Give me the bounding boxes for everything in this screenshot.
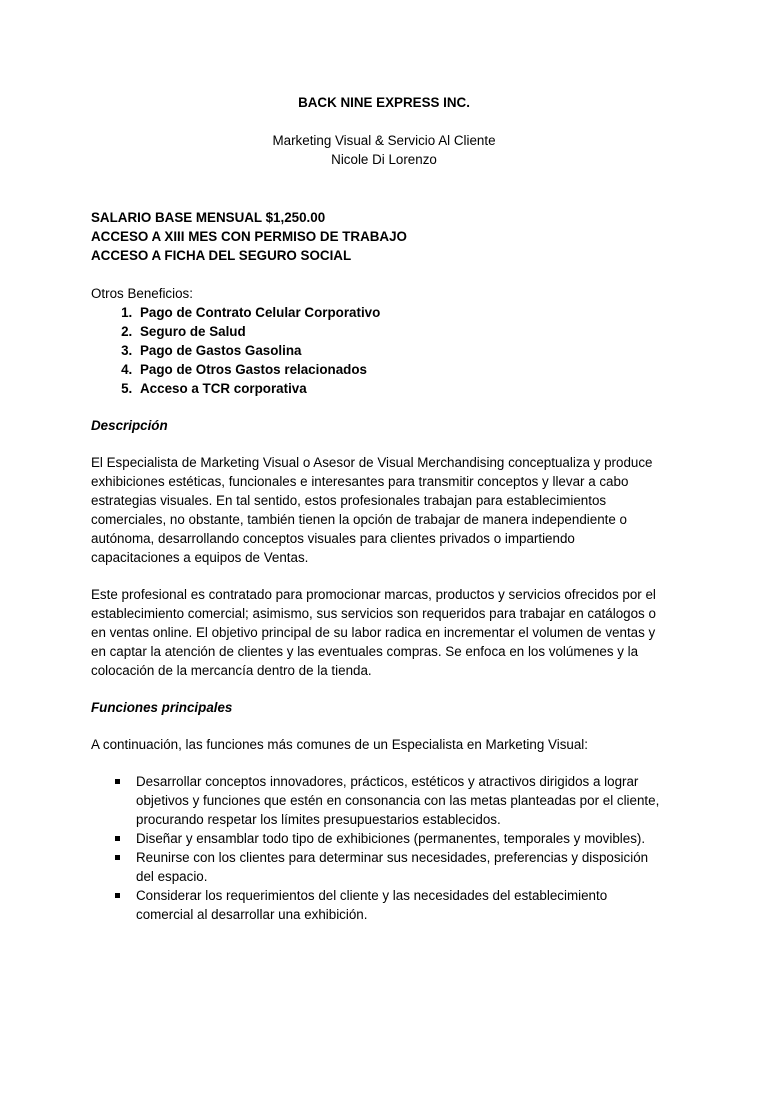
square-bullet-icon <box>115 893 120 898</box>
benefit-item: 1. Pago de Contrato Celular Corporativo <box>136 303 677 322</box>
function-item <box>136 848 677 886</box>
text-line: comercial al desarrollar una exhibición. <box>136 907 368 922</box>
text-line: Este profesional es contratado para promocionar marcas, productos y servicios ofrecidos por el <box>91 587 656 602</box>
compensation-block <box>91 208 677 265</box>
text-line: en ventas online. El objetivo principal de su labor radica en incrementar el volumen de ventas y <box>91 625 656 640</box>
text-line: Desarrollar conceptos innovadores, prácticos, estéticos y atractivos dirigidos a lograr <box>136 774 639 789</box>
text-line: autónoma, desarrollando conceptos visuales para clientes privados o impartiendo <box>91 531 575 546</box>
function-item <box>136 886 677 924</box>
benefits-label: Otros Beneficios: <box>91 286 193 301</box>
header-subtitle <box>91 131 677 169</box>
text-line: establecimiento comercial; asimismo, sus servicios son requeridos para trabajar en catálogos o <box>91 606 656 621</box>
document-page <box>0 93 768 1117</box>
functions-list <box>91 772 677 924</box>
text-line: en captar la atención de clientes y las eventuales compras. Se enfoca en los volúmenes y la <box>91 644 639 659</box>
text-line: exhibiciones estéticas, funcionales e interesantes para transmitir conceptos y llevar a cabo <box>91 474 629 489</box>
salary-line: SALARIO BASE MENSUAL $1,250.00 <box>91 210 326 225</box>
text-line: El Especialista de Marketing Visual o Asesor de Visual Merchandising conceptualiza y produce <box>91 455 653 470</box>
benefit-item: 4. Pago de Otros Gastos relacionados <box>136 360 677 379</box>
person-name: Nicole Di Lorenzo <box>331 152 437 167</box>
text-line: colocación de la mercancía dentro de la tienda. <box>91 663 372 678</box>
text-line: procurando respetar los límites presupuestarios establecidos. <box>136 812 501 827</box>
functions-intro: A continuación, las funciones más comunes de un Especialista en Marketing Visual: <box>91 737 588 752</box>
function-item <box>136 772 677 829</box>
text-line: capacitaciones a equipos de Ventas. <box>91 550 309 565</box>
benefit-item: 2. Seguro de Salud <box>136 322 677 341</box>
company-title: BACK NINE EXPRESS INC. <box>298 95 470 110</box>
benefit-item: 3. Pago de Gastos Gasolina <box>136 341 677 360</box>
square-bullet-icon <box>115 855 120 860</box>
xiii-line: ACCESO A XIII MES CON PERMISO DE TRABAJO <box>91 229 407 244</box>
text-line: del espacio. <box>136 869 208 884</box>
square-bullet-icon <box>115 779 120 784</box>
description-paragraph-2 <box>91 585 677 680</box>
text-line: Reunirse con los clientes para determinar sus necesidades, preferencias y disposición <box>136 850 649 865</box>
benefits-list <box>91 303 677 398</box>
text-line: comerciales, no obstante, también tienen la opción de trabajar de manera independiente o <box>91 512 627 527</box>
function-item <box>136 829 677 848</box>
square-bullet-icon <box>115 836 120 841</box>
text-line: Diseñar y ensamblar todo tipo de exhibiciones (permanentes, temporales y movibles). <box>136 831 646 846</box>
position-title: Marketing Visual & Servicio Al Cliente <box>272 133 496 148</box>
description-paragraph-1 <box>91 453 677 567</box>
description-heading: Descripción <box>91 418 168 433</box>
text-line: Considerar los requerimientos del cliente y las necesidades del establecimiento <box>136 888 608 903</box>
text-line: estrategias visuales. En tal sentido, estos profesionales trabajan para establecimientos <box>91 493 607 508</box>
text-line: objetivos y funciones que estén en consonancia con las metas planteadas por el cliente, <box>136 793 660 808</box>
functions-heading: Funciones principales <box>91 700 233 715</box>
social-security-line: ACCESO A FICHA DEL SEGURO SOCIAL <box>91 248 352 263</box>
benefit-item: 5. Acceso a TCR corporativa <box>136 379 677 398</box>
